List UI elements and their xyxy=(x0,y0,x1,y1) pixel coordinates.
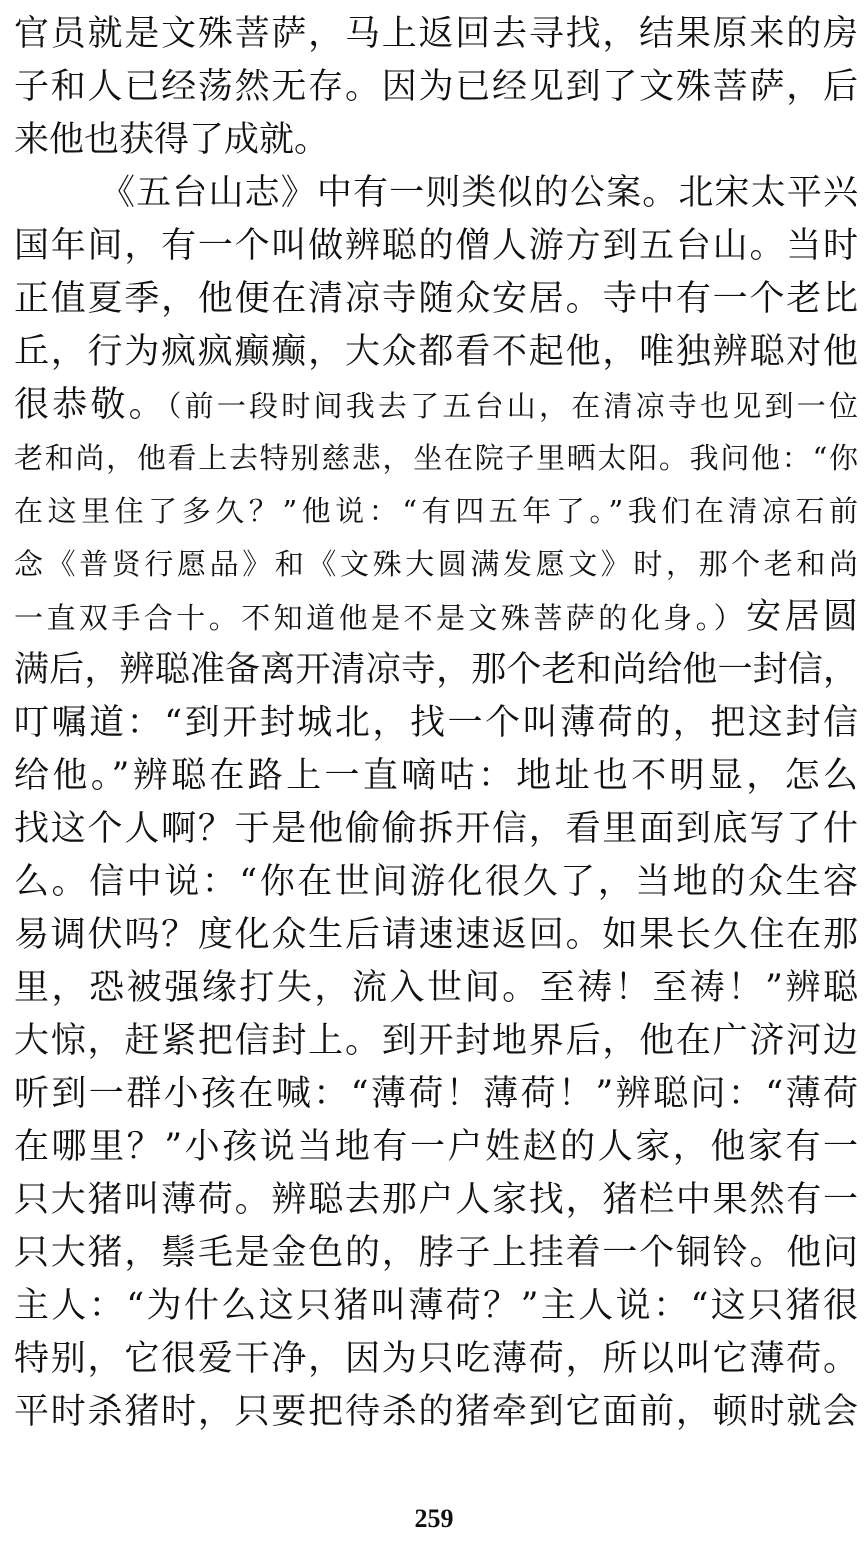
aside-segment: 一直双手合十。不知道他是不是文殊菩萨的化身。） xyxy=(14,601,747,635)
text-line: 特别，它很爱干净，因为只吃薄荷，所以叫它薄荷。 xyxy=(14,1339,858,1379)
page-number: 259 xyxy=(414,1504,454,1533)
text-line xyxy=(14,591,858,644)
text-line: 易调伏吗？度化众生后请速速返回。如果长久住在那 xyxy=(14,915,858,955)
text-line: 子和人已经荡然无存。因为已经见到了文殊菩萨，后 xyxy=(14,67,858,107)
text-line xyxy=(14,379,858,432)
text-line: 大惊，赶紧把信封上。到开封地界后，他在广济河边 xyxy=(14,1021,858,1061)
text-line: 只大猪叫薄荷。辨聪去那户人家找，猪栏中果然有一 xyxy=(14,1180,858,1220)
text-line: 叮嘱道：“到开封城北，找一个叫薄荷的，把这封信 xyxy=(14,703,858,743)
aside-line: 念《普贤行愿品》和《文殊大圆满发愿文》时，那个老和尚 xyxy=(14,547,858,581)
text-line: 里，恐被强缘打失，流入世间。至祷！至祷！”辨聪 xyxy=(14,968,858,1008)
text-line: 正值夏季，他便在清凉寺随众安居。寺中有一个老比 xyxy=(14,279,858,319)
text-line: 国年间，有一个叫做辨聪的僧人游方到五台山。当时 xyxy=(14,226,858,266)
text-line: 来他也获得了成就。 xyxy=(14,120,330,160)
text-line: 找这个人啊？于是他偷偷拆开信，看里面到底写了什 xyxy=(14,809,858,849)
paragraph-start-line: 《五台山志》中有一则类似的公案。北宋太平兴 xyxy=(100,173,858,213)
text-line: 平时杀猪时，只要把待杀的猪牵到它面前，顿时就会 xyxy=(14,1392,858,1432)
text-line: 给他。”辨聪在路上一直嘀咕：地址也不明显，怎么 xyxy=(14,756,858,796)
body-text xyxy=(14,8,858,1439)
text-line: 只大猪，鬃毛是金色的，脖子上挂着一个铜铃。他问 xyxy=(14,1233,858,1273)
text-segment: 很恭敬。 xyxy=(14,385,167,425)
text-line: 主人：“为什么这只猪叫薄荷？”主人说：“这只猪很 xyxy=(14,1286,858,1326)
text-line: 在哪里？”小孩说当地有一户姓赵的人家，他家有一 xyxy=(14,1127,858,1167)
aside-segment: （前一段时间我去了五台山，在清凉寺也见到一位 xyxy=(166,389,858,423)
text-line: 满后，辨聪准备离开清凉寺，那个老和尚给他一封信， xyxy=(14,650,858,690)
text-line: 官员就是文殊菩萨，马上返回去寻找，结果原来的房 xyxy=(14,14,858,54)
text-segment: 安居圆 xyxy=(746,597,858,637)
aside-line: 老和尚，他看上去特别慈悲，坐在院子里晒太阳。我问他：“你 xyxy=(14,441,858,475)
aside-line: 在这里住了多久？”他说：“有四五年了。”我们在清凉石前 xyxy=(14,494,858,528)
text-line: 听到一群小孩在喊：“薄荷！薄荷！”辨聪问：“薄荷 xyxy=(14,1074,858,1114)
text-line: 么。信中说：“你在世间游化很久了，当地的众生容 xyxy=(14,862,858,902)
text-line: 丘，行为疯疯癫癫，大众都看不起他，唯独辨聪对他 xyxy=(14,332,858,372)
